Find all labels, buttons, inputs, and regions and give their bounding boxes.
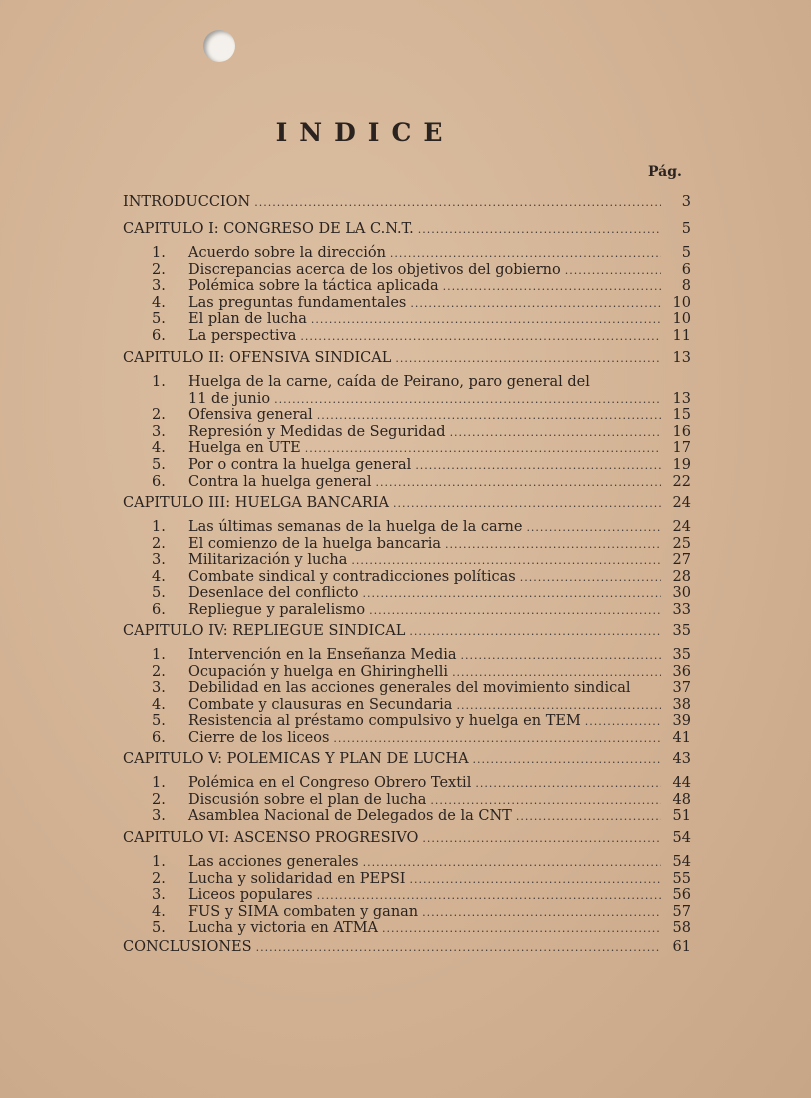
item-title: Polémica en el Congreso Obrero Textil [188,775,472,791]
item-number: 2. [152,407,166,424]
toc-item [152,327,691,346]
page-number: 33 [672,602,691,618]
item-title: Discrepancias acerca de los objetivos del gobierno [188,261,561,278]
item-title: Huelga de la carne, caída de Peirano, paro general del [188,374,590,390]
chapter-title: CAPITULO III: HUELGA BANCARIA [123,495,389,511]
item-number: 5. [152,920,166,937]
page-number: 38 [672,696,691,713]
item-title: La perspectiva [188,328,297,344]
item-number: 4. [152,440,166,457]
item-title-continuation: 11 de junio [188,390,271,407]
item-title: Lucha y victoria en ATMA [188,920,379,937]
item-title: Discusión sobre el plan de lucha [188,791,427,808]
dot-leader [369,602,661,620]
page-number: 44 [672,775,691,791]
page-number: 19 [672,457,691,473]
item-title: Combate y clausuras en Secundaria [188,696,453,713]
page-number: 10 [672,294,691,311]
item-number: 2. [152,261,166,278]
page-number: 35 [672,623,691,639]
item-number: 4. [152,294,166,311]
page-number: 5 [681,245,691,261]
page-number: 43 [672,751,691,767]
item-title: Desenlace del conflicto [188,585,359,602]
chapter-title: CAPITULO V: POLEMICAS Y PLAN DE LUCHA [123,751,469,767]
item-number: 4. [152,568,166,585]
item-title: Acuerdo sobre la dirección [188,245,386,261]
toc-chapter [123,750,691,769]
item-title: Por o contra la huelga general [188,457,412,473]
item-title: El comienzo de la huelga bancaria [188,535,442,552]
item-number: 1. [152,245,166,261]
page-number: 8 [681,278,691,295]
chapter-title: INTRODUCCION [123,194,251,210]
toc-chapter [123,622,691,641]
toc-conclusions [123,938,691,957]
item-number: 3. [152,423,166,440]
item-title: Debilidad en las acciones generales del movimiento sindical [188,680,631,697]
item-number: 1. [152,519,166,535]
item-title: Ocupación y huelga en Ghiringhelli [188,663,449,680]
toc-chapter [123,829,691,848]
item-title: Repliegue y paralelismo [188,602,366,618]
page-number: 48 [672,791,691,808]
item-number: 1. [152,775,166,791]
item-title: Ofensiva general [188,407,313,424]
page-number: 16 [672,423,691,440]
page-number: 5 [681,221,691,237]
dot-leader [376,474,662,492]
dot-leader [395,350,661,368]
item-title: Militarización y lucha [188,552,348,569]
dot-leader [333,730,661,748]
chapter-title: CAPITULO VI: ASCENSO PROGRESIVO [123,830,419,846]
page-title: INDICE [275,118,455,147]
item-number: 2. [152,870,166,887]
page-column-header: Pág. [648,164,682,180]
dot-leader [516,808,661,826]
item-number: 2. [152,535,166,552]
item-title: Lucha y solidaridad en PEPSI [188,870,406,887]
page-number: 6 [681,261,691,278]
page-number: 17 [672,440,691,457]
chapter-title: CAPITULO II: OFENSIVA SINDICAL [123,350,392,366]
item-title: FUS y SIMA combaten y ganan [188,903,419,920]
item-number: 5. [152,457,166,473]
item-title: Liceos populares [188,887,313,904]
item-title: Polémica sobre la táctica aplicada [188,278,439,295]
item-title: Cierre de los liceos [188,730,330,746]
page-number: 35 [672,647,691,663]
page-number: 22 [672,473,691,490]
toc-item [152,807,691,826]
item-number: 5. [152,585,166,602]
dot-leader [473,751,661,769]
item-title: Las acciones generales [188,854,359,870]
page-number: 30 [672,585,691,602]
item-number: 1. [152,854,166,870]
dot-leader [256,939,661,957]
item-title: Contra la huelga general [188,473,372,490]
dot-leader [409,623,661,641]
item-number: 3. [152,680,166,697]
page-number: 54 [672,854,691,870]
page-number: 55 [672,870,691,887]
toc-item [152,373,691,391]
page-number: 13 [672,390,691,407]
page-number: 41 [672,730,691,746]
item-number: 6. [152,473,166,490]
page-number: 28 [672,568,691,585]
item-number: 4. [152,696,166,713]
chapter-title: CAPITULO IV: REPLIEGUE SINDICAL [123,623,406,639]
page-number: 15 [672,407,691,424]
page-number: 27 [672,552,691,569]
chapter-title: CAPITULO I: CONGRESO DE LA C.N.T. [123,221,414,237]
page-number: 57 [672,903,691,920]
item-number: 2. [152,663,166,680]
page-number: 10 [672,311,691,328]
toc-introduction [123,193,691,212]
page-number: 56 [672,887,691,904]
page-number: 61 [672,939,691,955]
toc-item [152,729,691,748]
item-title: Represión y Medidas de Seguridad [188,423,446,440]
item-number: 2. [152,791,166,808]
item-number: 4. [152,903,166,920]
toc-item [152,473,691,492]
toc-item [152,919,691,938]
item-number: 3. [152,887,166,904]
dot-leader [382,920,661,938]
item-title: Resistencia al préstamo compulsivo y huelga en TEM [188,713,581,730]
page-number: 24 [672,495,691,511]
toc-chapter [123,494,691,513]
item-number: 6. [152,328,166,344]
page-number: 39 [672,713,691,730]
page-number: 24 [672,519,691,535]
item-number: 1. [152,374,166,390]
item-title: Combate sindical y contradicciones políticas [188,568,516,585]
item-number: 6. [152,602,166,618]
toc-chapter [123,220,691,239]
dot-leader [418,221,661,239]
dot-leader [393,495,661,513]
item-number: 3. [152,278,166,295]
item-number: 5. [152,311,166,328]
page-number: 13 [672,350,691,366]
page-number: 51 [672,808,691,825]
punch-hole [203,30,235,62]
item-number: 3. [152,552,166,569]
page-number: 58 [672,920,691,937]
item-number: 6. [152,730,166,746]
toc-item [152,601,691,620]
page-number: 54 [672,830,691,846]
item-title: Huelga en UTE [188,440,301,457]
item-title: Las últimas semanas de la huelga de la carne [188,519,523,535]
dot-leader [254,194,661,212]
item-title: El plan de lucha [188,311,307,328]
item-title: Las preguntas fundamentales [188,294,407,311]
toc-chapter [123,349,691,368]
item-number: 5. [152,713,166,730]
item-title: Asamblea Nacional de Delegados de la CNT [188,808,512,825]
page-number: 37 [672,680,691,697]
dot-leader [422,830,661,848]
item-number: 3. [152,808,166,825]
page-number: 11 [672,328,691,344]
page-number: 25 [672,535,691,552]
chapter-title: CONCLUSIONES [123,939,252,955]
page-number: 36 [672,663,691,680]
item-number: 1. [152,647,166,663]
page-number: 3 [681,194,691,210]
dot-leader [300,328,661,346]
item-title: Intervención en la Enseñanza Media [188,647,457,663]
